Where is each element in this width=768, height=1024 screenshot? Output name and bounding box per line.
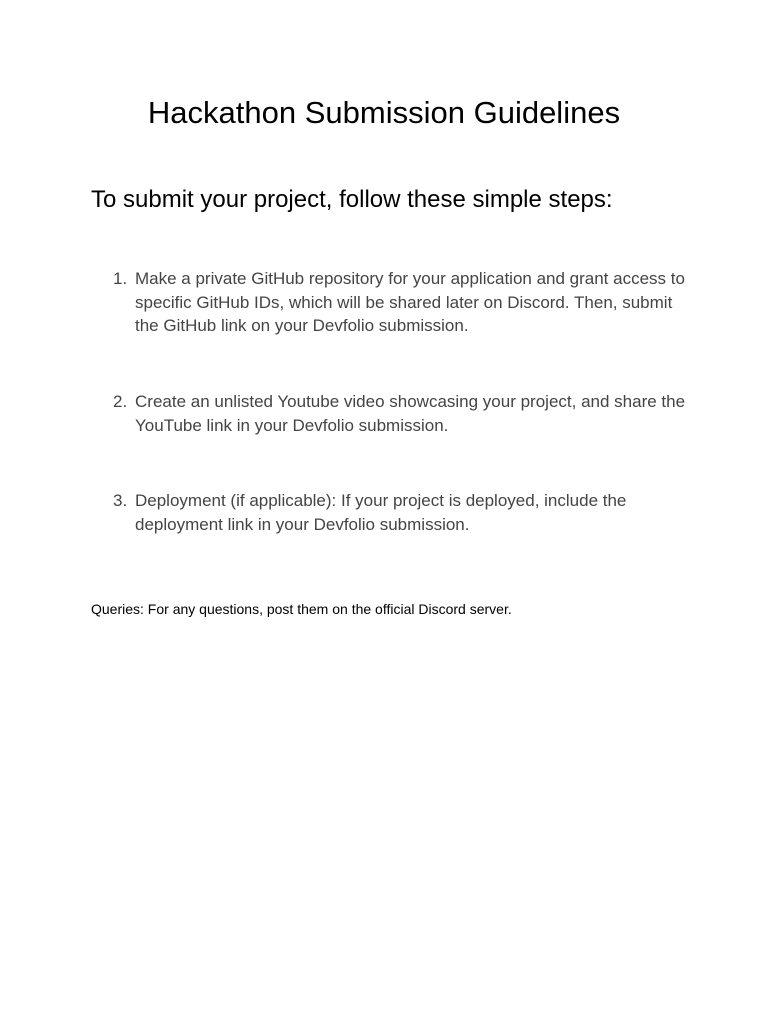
queries-note: Queries: For any questions, post them on the official Discord server. (91, 601, 512, 617)
step-number: 1. (113, 269, 128, 288)
page-subtitle: To submit your project, follow these simple steps: (91, 186, 613, 213)
step-text: Deployment (if applicable): If your project is deployed, include the deployment link in your Devfolio submission. (135, 491, 627, 534)
page-title: Hackathon Submission Guidelines (147, 95, 621, 130)
step-text: Create an unlisted Youtube video showcasing your project, and share the YouTube link in your Devfolio submission. (135, 392, 686, 435)
step-text: Make a private GitHub repository for your application and grant access to specific GitHub IDs, which will be shared later on Discord. Then, submit the GitHub link on your Devfolio submission. (135, 269, 685, 335)
step-number: 2. (113, 392, 128, 411)
step-number: 3. (113, 491, 128, 510)
